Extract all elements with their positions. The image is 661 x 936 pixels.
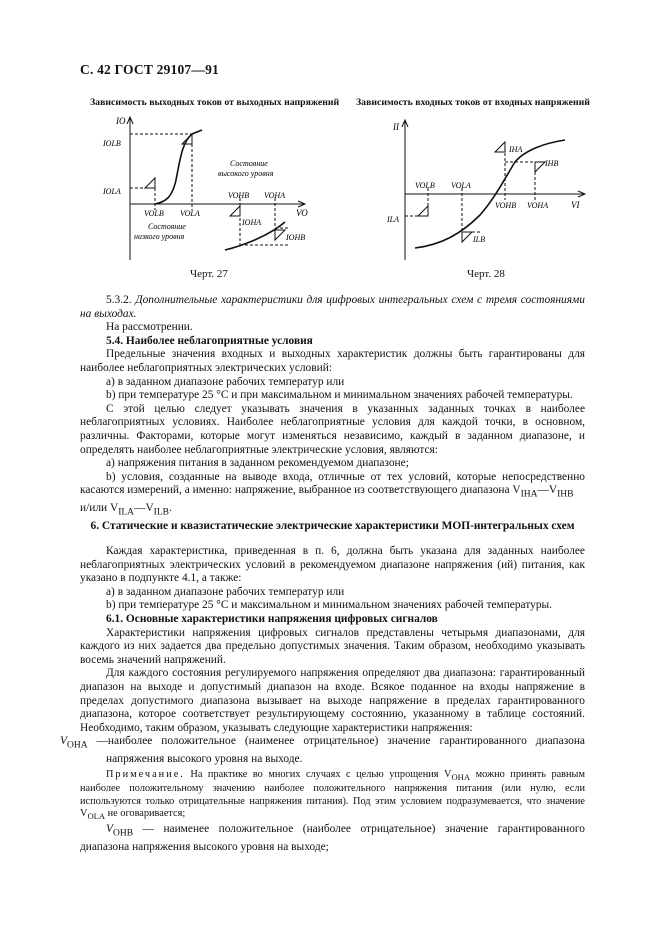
chart27-low-curve bbox=[155, 130, 202, 204]
chart27-diagram bbox=[100, 110, 330, 265]
chart28-axis-x-label: VI bbox=[571, 200, 580, 210]
chart27-state-low-2: низкого уровня bbox=[134, 232, 185, 241]
p3b: b) при температуре 25 °С и максимальном и минимальном значениях рабочей температуры. bbox=[106, 599, 553, 612]
p2b-mid1: —V bbox=[537, 484, 558, 497]
p2b-sub2: IHB bbox=[557, 489, 574, 500]
note-t1: На практике во многих случаях с целью упрощения V bbox=[184, 769, 452, 780]
chart27-title: Зависимость выходных токов от выходных напряжений bbox=[90, 97, 340, 108]
chart28-marker-4 bbox=[462, 232, 472, 242]
chart27-voha-label: VOHA bbox=[264, 191, 286, 200]
chart27-iolb-label: IOLB bbox=[103, 139, 121, 148]
chart28-title: Зависимость входных токов от входных напряжений bbox=[356, 97, 590, 108]
note-t3: не оговаривается; bbox=[105, 808, 186, 820]
chart27-axis-x-label: VO bbox=[296, 208, 308, 218]
heading-5-4: 5.4. Наиболее неблагоприятные условия bbox=[106, 334, 313, 347]
page-header: С. 42 ГОСТ 29107—91 bbox=[80, 62, 219, 77]
chart27-iola-label: IOLA bbox=[103, 187, 121, 196]
p2b-text: b) условия, созданные на выводе входа, отличные от тех условий, которые непосредственно касаются измерений, а именно: напряжение, выбранное из соответствующего диапазона V bbox=[80, 470, 585, 497]
chart28-ihb-label: IHB bbox=[545, 159, 559, 168]
s532-text: Дополнительные характеристики для цифровых интегральных схем с тремя состояниями на выходах. bbox=[80, 294, 585, 320]
def-voha bbox=[60, 735, 585, 766]
chart28-voha-label: VOHA bbox=[527, 201, 549, 210]
p2: С этой целью следует указывать значения в указанных заданных точках в наиболее неблагоприятных условиях. Наиболее неблагоприятные условия для каждой точки, в основном, различны. Факторами, которые могут изменяться независимо, каждый в заданном диапазоне, и определять наиболее неблагоприятные электрические условия, являются: bbox=[80, 402, 585, 456]
p1b: b) при температуре 25 °С и при максимальном и минимальном значениях рабочей температуры. bbox=[106, 389, 573, 402]
chart28-iha-label: IHA bbox=[509, 145, 523, 154]
chart28-axis-y-label: II bbox=[393, 122, 399, 132]
note-sub1: OHA bbox=[451, 772, 471, 783]
s532-number: 5.3.2. bbox=[106, 294, 132, 306]
p2a: а) напряжения питания в заданном рекомендуемом диапазоне; bbox=[106, 457, 409, 470]
def-vohb bbox=[80, 823, 585, 854]
note-sub2: OLA bbox=[87, 811, 106, 822]
chart28-ila-label: ILA bbox=[387, 215, 399, 224]
p2b-mid2: —V bbox=[134, 502, 154, 515]
p2b bbox=[80, 471, 585, 520]
p3: Каждая характеристика, приведенная в п. 6, должна быть указана для заданных наиболее неблагоприятных электрических условий в рекомендуемом диапазоне напряжения (ий) питания, как указано в подпункте 4.1, а также: bbox=[80, 545, 585, 585]
def-vohb-block bbox=[80, 823, 585, 854]
chart27-marker-2 bbox=[182, 134, 192, 144]
heading-6: 6. Статические и квазистатические электрические характеристики МОП-интегральных схем bbox=[90, 520, 575, 532]
chart28-vola-label: VOLA bbox=[451, 181, 471, 190]
heading-6-1: 6.1. Основные характеристики напряжения цифровых сигналов bbox=[106, 612, 438, 625]
chart27-vohb-label: VOHB bbox=[228, 191, 250, 200]
note-t2: можно принять равным наиболее положительному значению наиболее положительного напряжения питания (или нулю, если используются только отрицательные напряжения питания). Под этим условием подразумевается, что значение V bbox=[80, 769, 585, 820]
chart27-marker-1 bbox=[145, 178, 155, 188]
p1: Предельные значения входных и выходных характеристик должны быть гарантированы для наиболее неблагоприятных электрических условий: bbox=[80, 348, 585, 374]
chart28-volb-label: VOLB bbox=[415, 181, 435, 190]
chart27-state-low-1: Состояние bbox=[148, 222, 186, 231]
chart27-iohb-label: IOHB bbox=[286, 233, 306, 242]
p4: Характеристики напряжения цифровых сигналов представлены четырьмя диапазонами, для каждого из них задается два предельно допустимых значения. Таким образом, необходимо указывать восемь значений напряжений. bbox=[80, 626, 585, 666]
chart27-marker-4 bbox=[275, 230, 285, 240]
p2b-sub3: ILA bbox=[118, 507, 135, 518]
chart27-vola-label: VOLA bbox=[180, 209, 200, 218]
chart27-ioha-label: IOHA bbox=[242, 218, 262, 227]
chart28-marker-2 bbox=[535, 162, 545, 172]
chart28-diagram bbox=[385, 110, 590, 265]
def2-text: — наименее положительное (наиболее отрицательное) значение гарантированного диапазона напряжения высокого уровня на выходе; bbox=[80, 823, 585, 853]
chart27-caption: Черт. 27 bbox=[190, 268, 228, 280]
chart28-vohb-label: VOHB bbox=[495, 201, 517, 210]
section-6 bbox=[60, 545, 585, 767]
chart27-axis-y-label: IO bbox=[116, 116, 126, 126]
p2b-sub4: ILB bbox=[153, 507, 169, 518]
chart27-state-high-1: Состояние bbox=[230, 159, 268, 168]
def1-symbol: V bbox=[60, 735, 67, 748]
note-label: Примечание. bbox=[106, 769, 185, 780]
chart27-state-high-2: высокого уровня bbox=[218, 169, 274, 178]
p1a: а) в заданном диапазоне рабочих температур или bbox=[106, 375, 345, 388]
p2b-end: . bbox=[168, 502, 172, 515]
p5: Для каждого состояния регулируемого напряжения определяют два диапазона: гарантированный диапазон на выходе и допустимый диапазон на входе. Всякое поданное на входы напряжение в пределах допустимого диапазона вызывает на выходе напряжение в пределах гарантированного диапазона, которое соответствует результирующему состоянию, указанному в таблице состояний. Необходимо, таким образом, указывать следующие характеристики напряжения: bbox=[80, 667, 585, 734]
p-review: На рассмотрении. bbox=[106, 321, 193, 334]
def1-sub: OHA bbox=[66, 740, 88, 751]
def1-text: —наиболее положительное (наименее отрицательное) значение гарантированного диапазона напряжения высокого уровня на выходе. bbox=[87, 735, 585, 766]
chart28-ilb-label: ILB bbox=[473, 235, 485, 244]
chart28-marker-1 bbox=[495, 142, 505, 152]
p3a: а) в заданном диапазоне рабочих температур или bbox=[106, 585, 345, 598]
chart28-marker-3 bbox=[418, 206, 428, 216]
section-5-3-2 bbox=[80, 294, 585, 520]
chart27-marker-3 bbox=[230, 206, 240, 216]
note bbox=[80, 769, 585, 823]
chart27-volb-label: VOLB bbox=[144, 209, 164, 218]
p2b-text2: и/или V bbox=[80, 502, 119, 515]
def2-symbol: V bbox=[106, 823, 113, 835]
p2b-sub1: IHA bbox=[520, 489, 538, 500]
def2-sub: OHB bbox=[112, 828, 134, 839]
chart28-caption: Черт. 28 bbox=[467, 268, 505, 280]
